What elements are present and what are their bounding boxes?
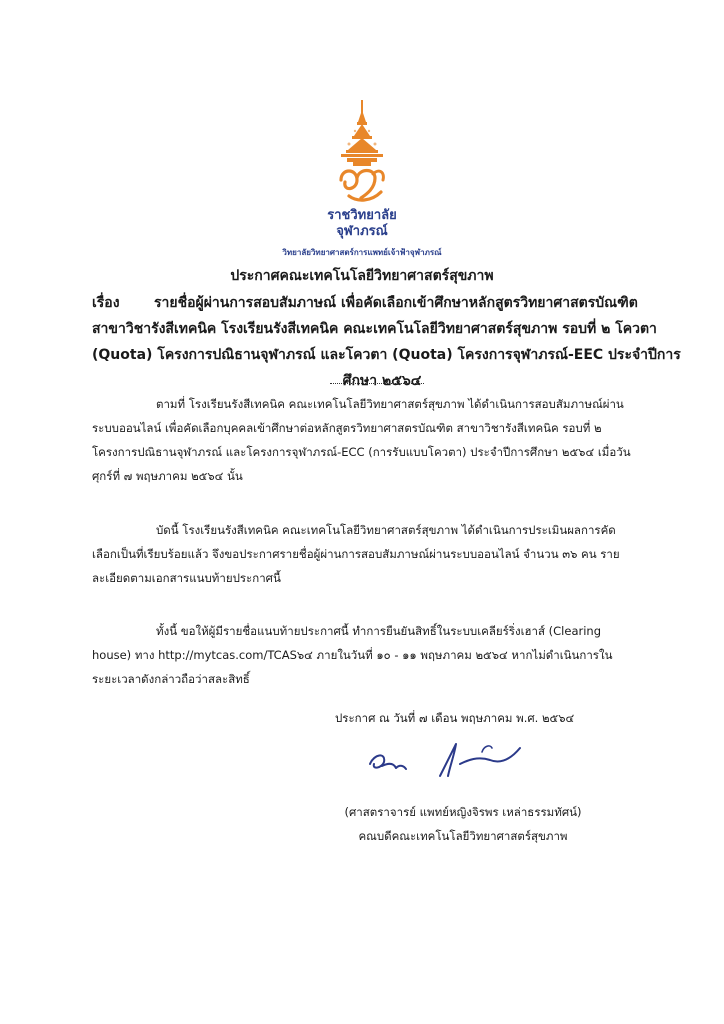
paragraph-line: ระยะเวลาดังกล่าวถือว่าสละสิทธิ์ [92,672,250,686]
emblem-icon [327,98,397,208]
paragraph-line: บัดนี้ โรงเรียนรังสีเทคนิค คณะเทคโนโลยีวิทยาศาสตร์สุขภาพ ได้ดำเนินการประเมินผลการคัด [156,523,616,537]
paragraph-line: ละเอียดตามเอกสารแนบท้ายประกาศนี้ [92,571,281,585]
subject-line-3: (Quota) โครงการปณิธานจุฬาภรณ์ และโควตา (Quota) โครงการจุฬาภรณ์-EEC ประจำปีการ [92,347,681,363]
paragraph-line: ทั้งนี้ ขอให้ผู้มีรายชื่อแนบท้ายประกาศนี้ ทำการยืนยันสิทธิ์ในระบบเคลียร์ริ่งเฮาส์ (Clearing [156,624,602,638]
paragraph-2 [92,518,666,590]
paragraph-line: ระบบออนไลน์ เพื่อคัดเลือกบุคคลเข้าศึกษาต่อหลักสูตรวิทยาศาสตรบัณฑิต สาขาวิชารังสีเทคนิค รอบที่ ๒ [92,421,602,435]
paragraph-line: house) ทาง http://mytcas.com/TCAS๖๔ ภายในวันที่ ๑๐ - ๑๑ พฤษภาคม ๒๕๖๔ หากไม่ดำเนินการใน [92,648,613,662]
signer-position: คณบดีคณะเทคโนโลยีวิทยาศาสตร์สุขภาพ [358,829,568,843]
subject-block [92,290,681,394]
signature [360,736,530,790]
subject-label: เรื่อง [92,295,120,311]
logo-subtitle: วิทยาลัยวิทยาศาสตร์การแพทย์เจ้าฟ้าจุฬาภรณ์ [282,248,442,257]
announcement-title: ประกาศคณะเทคโนโลยีวิทยาศาสตร์สุขภาพ [230,268,494,284]
paragraph-line: ศุกร์ที่ ๗ พฤษภาคม ๒๕๖๔ นั้น [92,469,243,483]
signer-block [328,800,598,848]
paragraph-line: เลือกเป็นที่เรียบร้อยแล้ว จึงขอประกาศรายชื่อผู้ผ่านการสอบสัมภาษณ์ผ่านระบบออนไลน์ จำนวน ๓๖ คน ราย [92,547,620,561]
paragraph-line: ตามที่ โรงเรียนรังสีเทคนิค คณะเทคโนโลยีวิทยาศาสตร์สุขภาพ ได้ดำเนินการสอบสัมภาษณ์ผ่าน [156,397,624,411]
subject-line-4: ศึกษา ๒๕๖๔ [342,373,422,389]
signature-icon [360,736,530,786]
logo-name-line1: ราชวิทยาลัย [327,208,397,223]
college-logo [0,98,724,208]
paragraph-line: โครงการปณิธานจุฬาภรณ์ และโครงการจุฬาภรณ์-ECC (การรับแบบโควตา) ประจำปีการศึกษา ๒๕๖๔ เมื่อวัน [92,445,631,459]
announcement-date: ประกาศ ณ วันที่ ๗ เดือน พฤษภาคม พ.ศ. ๒๕๖๔ [335,711,575,725]
subject-line-2: สาขาวิชารังสีเทคนิค โรงเรียนรังสีเทคนิค คณะเทคโนโลยีวิทยาศาสตร์สุขภาพ รอบที่ ๒ โควตา [92,321,657,337]
signer-name: (ศาสตราจารย์ แพทย์หญิงจิรพร เหล่าธรรมทัศน์) [344,805,582,819]
logo-name-line2: จุฬาภรณ์ [336,224,388,239]
paragraph-1 [92,392,666,488]
divider [330,383,424,384]
subject-line-1: รายชื่อผู้ผ่านการสอบสัมภาษณ์ เพื่อคัดเลือกเข้าศึกษาหลักสูตรวิทยาศาสตรบัณฑิต [154,295,638,311]
paragraph-3 [92,619,666,691]
